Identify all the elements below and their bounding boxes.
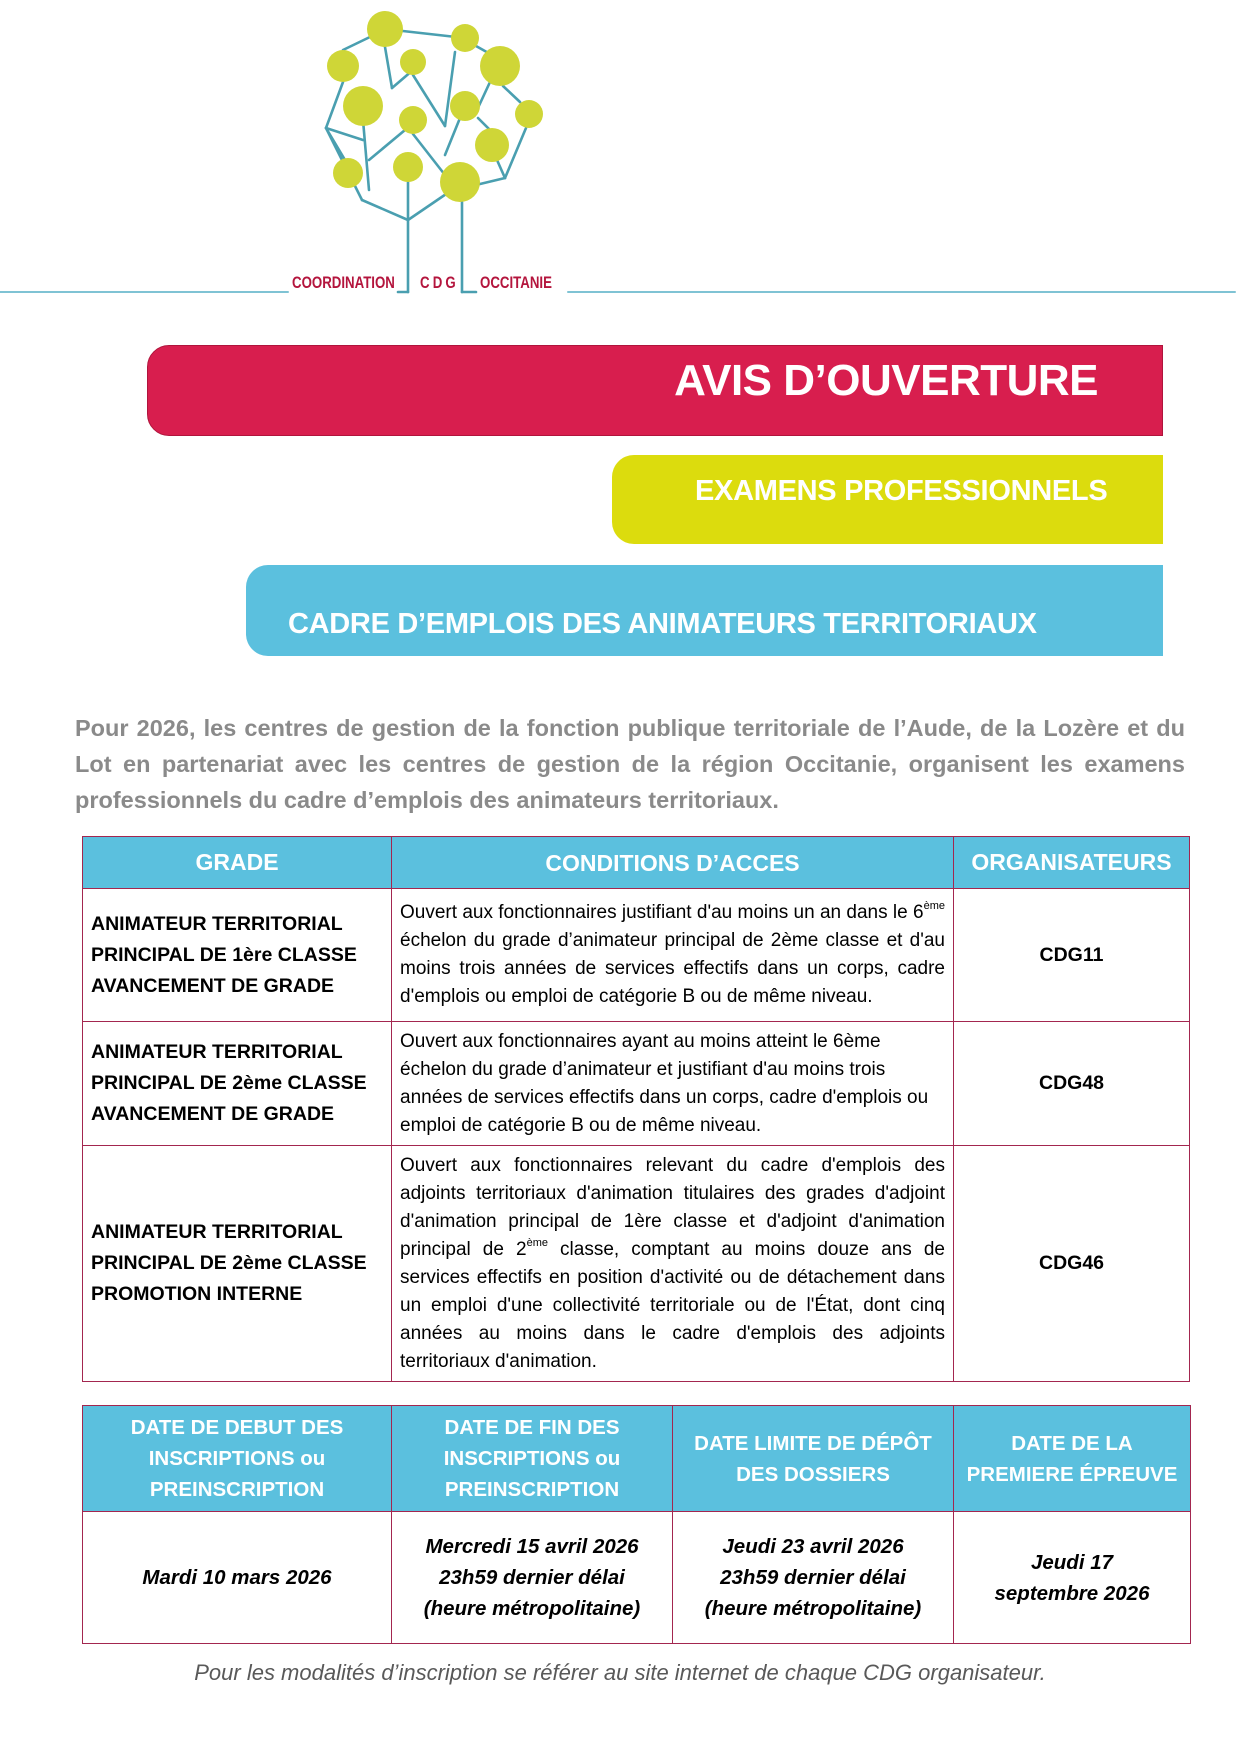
- logo-word-coordination: COORDINATION: [292, 273, 395, 292]
- header-conditions: CONDITIONS D’ACCES: [392, 837, 954, 889]
- conditions-text: classe, comptant au moins douze ans de services effectifs en position d'activité ou de détachement dans un emploi d'une collectivité territoriale ou de l'État, dont cinq années au moins dans le cadre d'emplois des adjoints territoriaux d'animation.: [400, 1238, 945, 1372]
- conditions-text: Ouvert aux fonctionnaires justifiant d'au moins un an dans le 6: [400, 902, 924, 923]
- table-row: [83, 1146, 1190, 1382]
- logo-word-cdg: CDG: [420, 273, 459, 292]
- grades-table-header: [83, 837, 1190, 889]
- grade-cell: [83, 1022, 392, 1146]
- conditions-text: échelon du grade d’animateur principal de 2ème classe et d'au moins trois années de services effectifs dans un corps, cadre d'emplois ou emploi de catégorie B ou de même niveau.: [400, 930, 945, 1007]
- page-subtitle: EXAMENS PROFESSIONNELS: [695, 475, 1108, 507]
- header-line: PREMIERE ÉPREUVE: [966, 1462, 1178, 1486]
- ordinal-suffix: ème: [923, 900, 945, 912]
- header-organizers: ORGANISATEURS: [954, 837, 1190, 889]
- date-line: Mercredi 15 avril 2026: [425, 1535, 639, 1558]
- organizer-cell: CDG48: [954, 1022, 1190, 1146]
- dates-row: [83, 1512, 1191, 1644]
- organizer-cell: CDG11: [954, 889, 1190, 1022]
- date-line: Jeudi 23 avril 2026: [722, 1535, 904, 1558]
- title-banner: [147, 345, 1163, 436]
- registration-note: Pour les modalités d’inscription se référer au site internet de chaque CDG organisateur.: [194, 1660, 1046, 1685]
- header-line: PREINSCRIPTION: [149, 1478, 325, 1501]
- conditions-cell: [392, 1146, 954, 1382]
- header-line: DATE DE LA: [1011, 1431, 1133, 1455]
- registration-start-date: [83, 1512, 392, 1644]
- logo-word-occitanie: OCCITANIE: [480, 273, 552, 292]
- ordinal-suffix: ème: [526, 1236, 548, 1249]
- first-exam-date: [954, 1512, 1191, 1644]
- date-line: (heure métropolitaine): [423, 1597, 641, 1620]
- header-line: DATE DE DEBUT DES: [130, 1416, 344, 1439]
- grade-line: PRINCIPAL DE 2ème CLASSE: [91, 1072, 367, 1094]
- registration-end-date: [392, 1512, 673, 1644]
- date-line: Jeudi 17: [1030, 1550, 1114, 1574]
- header-line: INSCRIPTIONS ou: [148, 1447, 326, 1470]
- page-category: CADRE D’EMPLOIS DES ANIMATEURS TERRITORIAUX: [288, 608, 1037, 640]
- date-line: Mardi 10 mars 2026: [142, 1566, 332, 1589]
- date-line: (heure métropolitaine): [704, 1597, 922, 1620]
- page-title: AVIS D’OUVERTURE: [674, 356, 1098, 405]
- grade-line: PROMOTION INTERNE: [91, 1283, 303, 1305]
- header-line: PREINSCRIPTION: [444, 1478, 620, 1501]
- grade-line: ANIMATEUR TERRITORIAL: [91, 1041, 343, 1063]
- header-line: DES DOSSIERS: [736, 1462, 890, 1486]
- dates-table: [82, 1405, 1191, 1644]
- grade-line: ANIMATEUR TERRITORIAL: [91, 1221, 343, 1243]
- date-line: septembre 2026: [994, 1581, 1150, 1605]
- grade-line: ANIMATEUR TERRITORIAL: [91, 912, 343, 935]
- header-grade: GRADE: [83, 837, 392, 889]
- date-line: 23h59 dernier délai: [720, 1566, 906, 1589]
- header-first-exam: [954, 1406, 1191, 1512]
- table-row: [83, 1022, 1190, 1146]
- grade-line: AVANCEMENT DE GRADE: [91, 1103, 335, 1125]
- header-line: DATE DE FIN DES: [444, 1416, 620, 1439]
- table-row: [83, 889, 1190, 1022]
- date-line: 23h59 dernier délai: [439, 1566, 625, 1589]
- subtitle-banner: [612, 455, 1163, 544]
- cdg-occitanie-tree-logo: [0, 0, 1240, 300]
- grade-line: AVANCEMENT DE GRADE: [91, 974, 335, 997]
- category-banner: [246, 565, 1163, 656]
- header-line: DATE LIMITE DE DÉPÔT: [694, 1431, 932, 1455]
- header-line: INSCRIPTIONS ou: [443, 1447, 621, 1470]
- organizer-cell: CDG46: [954, 1146, 1190, 1382]
- conditions-text: Ouvert aux fonctionnaires relevant du cadre d'emplois des adjoints territoriaux d'animation titulaires des grades d'adjoint d'animation principal de 1ère classe et d'adjoint d'animation principal de 2: [400, 1154, 945, 1260]
- header-file-deadline: [673, 1406, 954, 1512]
- header-registration-end: [392, 1406, 673, 1512]
- intro-paragraph: Pour 2026, les centres de gestion de la fonction publique territoriale de l’Aude, de la Lozère et du Lot en partenariat avec les centres de gestion de la région Occitanie, organisent les examens professionnels du cadre d’emplois des animateurs territoriaux.: [75, 715, 1185, 813]
- grade-line: PRINCIPAL DE 1ère CLASSE: [91, 943, 357, 966]
- file-deadline-date: [673, 1512, 954, 1644]
- conditions-cell: [392, 889, 954, 1022]
- header-registration-start: [83, 1406, 392, 1512]
- grades-table: [82, 836, 1190, 1382]
- grade-cell: [83, 1146, 392, 1382]
- grade-cell: [83, 889, 392, 1022]
- conditions-cell: Ouvert aux fonctionnaires ayant au moins atteint le 6ème échelon du grade d’animateur et justifiant d'au moins trois années de services effectifs dans un corps, cadre d'emplois ou emploi de catégorie B ou de même niveau.: [392, 1022, 954, 1146]
- grade-line: PRINCIPAL DE 2ème CLASSE: [91, 1252, 367, 1274]
- dates-table-header: [83, 1406, 1191, 1512]
